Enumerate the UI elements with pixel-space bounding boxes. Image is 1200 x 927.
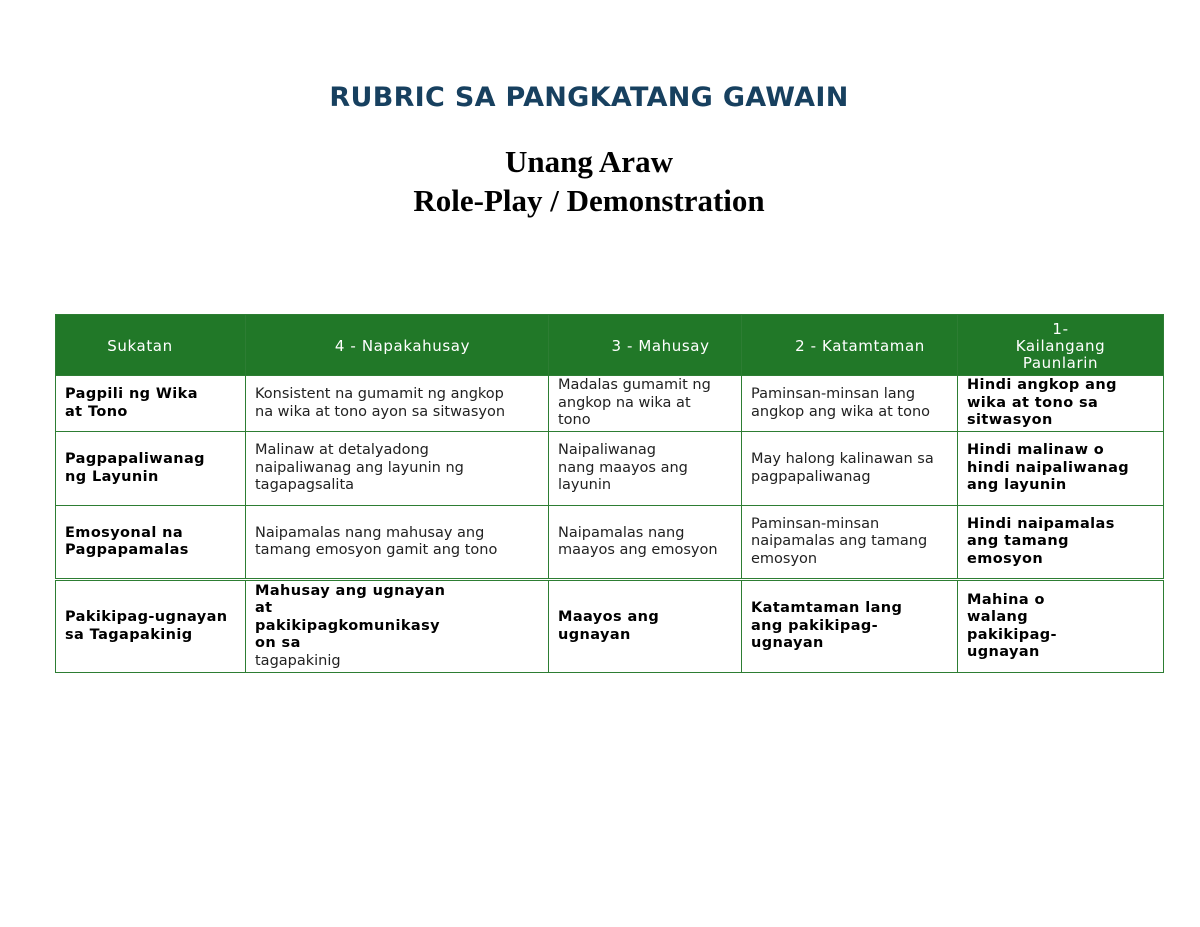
cell-line: at bbox=[255, 600, 273, 617]
document-title: RUBRIC SA PANGKATANG GAWAIN bbox=[329, 82, 849, 113]
level-3-cell bbox=[549, 506, 742, 580]
level-4-cell bbox=[246, 376, 549, 432]
cell-line: ng Layunin bbox=[65, 468, 159, 485]
cell-line: ang layunin bbox=[967, 477, 1067, 494]
cell-line: Hindi malinaw o bbox=[967, 442, 1105, 459]
cell-line: Emosyonal na bbox=[65, 524, 184, 541]
cell-line: sa Tagapakinig bbox=[65, 626, 193, 643]
cell-line: layunin bbox=[558, 477, 612, 494]
table-row bbox=[56, 506, 1164, 580]
level-2-cell bbox=[742, 506, 958, 580]
cell-line: Katamtaman lang bbox=[751, 600, 903, 617]
header-level-1 bbox=[958, 315, 1164, 376]
cell-line: tagapakinig bbox=[255, 652, 341, 669]
cell-line: tamang emosyon gamit ang tono bbox=[255, 542, 498, 558]
cell-line: pagpapaliwanag bbox=[751, 468, 871, 485]
header-level-4: 4 - Napakahusay bbox=[246, 315, 549, 376]
cell-line: at Tono bbox=[65, 403, 128, 420]
cell-line: Hindi naipamalas bbox=[967, 515, 1115, 532]
level-2-cell bbox=[742, 432, 958, 506]
header-level-1-line: Kailangang bbox=[1015, 336, 1106, 355]
cell-line: nang maayos ang bbox=[558, 459, 688, 476]
cell-line: hindi naipaliwanag bbox=[967, 459, 1130, 476]
cell-line: tagapagsalita bbox=[255, 477, 355, 494]
cell-line: on sa bbox=[255, 635, 301, 652]
document-subtitle-activity: Role-Play / Demonstration bbox=[413, 183, 765, 218]
cell-line: walang bbox=[967, 609, 1029, 625]
cell-line: ugnayan bbox=[558, 626, 631, 643]
header-level-2: 2 - Katamtaman bbox=[742, 315, 958, 376]
level-1-cell bbox=[958, 432, 1164, 506]
cell-line: Naipaliwanag bbox=[558, 442, 656, 459]
cell-line: Hindi angkop ang bbox=[967, 377, 1117, 394]
level-1-cell bbox=[958, 506, 1164, 580]
cell-line: Pagpapaliwanag bbox=[65, 451, 205, 467]
table-row bbox=[56, 432, 1164, 506]
level-3-cell bbox=[549, 432, 742, 506]
cell-line: angkop ang wika at tono bbox=[751, 403, 931, 420]
rubric-table bbox=[55, 314, 1164, 673]
cell-line: ang tamang bbox=[967, 533, 1069, 550]
cell-line: Maayos ang bbox=[558, 609, 660, 625]
table-row bbox=[56, 580, 1164, 673]
cell-line: Madalas gumamit ng bbox=[558, 377, 711, 394]
header-level-1-line: 1- bbox=[1052, 319, 1069, 338]
level-4-cell bbox=[246, 432, 549, 506]
criteria-cell bbox=[56, 580, 246, 673]
cell-line: na wika at tono ayon sa sitwasyon bbox=[255, 403, 506, 420]
level-2-cell bbox=[742, 580, 958, 673]
cell-line: Pagpili ng Wika bbox=[65, 386, 198, 402]
cell-line: Paminsan-minsan bbox=[751, 515, 880, 532]
table-header-row bbox=[56, 315, 1164, 376]
cell-line: Konsistent na gumamit ng angkop bbox=[255, 386, 504, 402]
cell-line: wika at tono sa bbox=[967, 394, 1099, 411]
criteria-cell bbox=[56, 506, 246, 580]
table-row bbox=[56, 376, 1164, 432]
criteria-cell bbox=[56, 432, 246, 506]
level-2-cell bbox=[742, 376, 958, 432]
cell-line: ang pakikipag- bbox=[751, 617, 879, 634]
cell-line: ugnayan bbox=[967, 644, 1040, 660]
level-1-cell bbox=[958, 376, 1164, 432]
cell-line: emosyon bbox=[967, 550, 1044, 567]
level-3-cell bbox=[549, 376, 742, 432]
cell-line: emosyon bbox=[751, 550, 818, 567]
cell-line: angkop na wika at bbox=[558, 394, 691, 411]
level-4-cell bbox=[246, 580, 549, 673]
level-4-cell bbox=[246, 506, 549, 580]
cell-line: Pakikipag-ugnayan bbox=[65, 609, 228, 625]
document-subtitle-day: Unang Araw bbox=[505, 144, 673, 179]
cell-line: tono bbox=[558, 412, 591, 429]
cell-line: maayos ang emosyon bbox=[558, 542, 718, 558]
cell-line: May halong kalinawan sa bbox=[751, 451, 934, 467]
cell-line: Pagpapamalas bbox=[65, 542, 189, 558]
criteria-cell bbox=[56, 376, 246, 432]
header-criteria: Sukatan bbox=[56, 315, 246, 376]
cell-line: naipamalas ang tamang bbox=[751, 533, 928, 550]
cell-line: pakikipagkomunikasy bbox=[255, 617, 440, 634]
level-1-cell bbox=[958, 580, 1164, 673]
cell-line: pakikipag- bbox=[967, 626, 1057, 643]
header-level-1-line: Paunlarin bbox=[1022, 353, 1099, 372]
cell-line: Paminsan-minsan lang bbox=[751, 386, 916, 402]
header-level-3: 3 - Mahusay bbox=[549, 315, 742, 376]
cell-line: sitwasyon bbox=[967, 412, 1053, 429]
cell-line: Mahusay ang ugnayan bbox=[255, 582, 446, 599]
cell-line: Naipamalas nang mahusay ang bbox=[255, 524, 485, 541]
cell-line: naipaliwanag ang layunin ng bbox=[255, 459, 464, 476]
cell-line: Malinaw at detalyadong bbox=[255, 442, 429, 459]
cell-line: ugnayan bbox=[751, 635, 824, 652]
level-3-cell bbox=[549, 580, 742, 673]
cell-line: Mahina o bbox=[967, 591, 1045, 608]
cell-line: Naipamalas nang bbox=[558, 524, 685, 541]
